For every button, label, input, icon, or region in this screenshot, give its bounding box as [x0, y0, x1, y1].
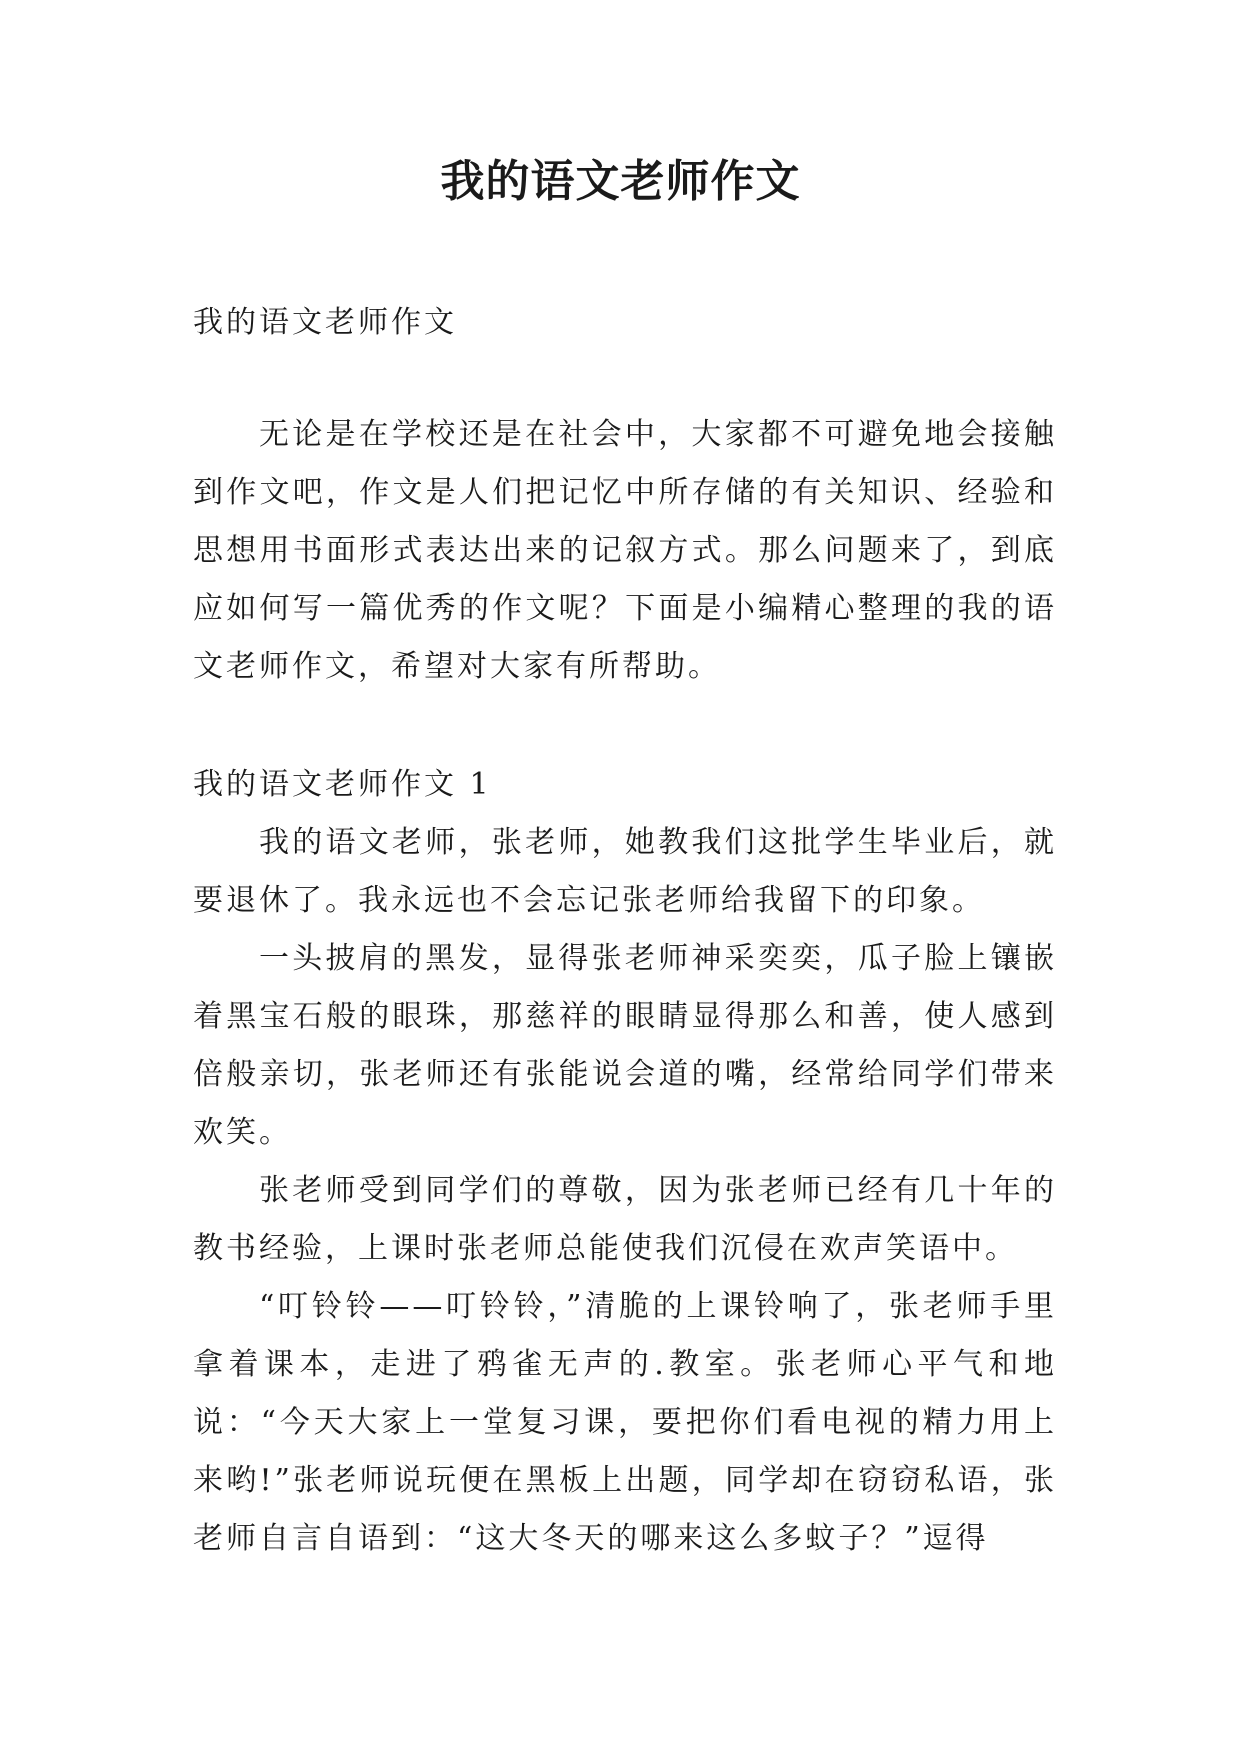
- section-heading: 我的语文老师作文 1: [193, 767, 492, 802]
- document-subtitle: 我的语文老师作文: [193, 305, 457, 340]
- essay-section: [193, 756, 1057, 1568]
- intro-paragraph: 无论是在学校还是在社会中，大家都不可避免地会接触到作文吧，作文是人们把记忆中所存储的有关知识、经验和思想用书面形式表达出来的记叙方式。那么问题来了，到底应如何写一篇优秀的作文呢？下面是小编精心整理的我的语文老师作文，希望对大家有所帮助。: [193, 417, 1057, 684]
- essay-paragraph: 一头披肩的黑发，显得张老师神采奕奕，瓜子脸上镶嵌着黑宝石般的眼珠，那慈祥的眼睛显得那么和善，使人感到倍般亲切，张老师还有张能说会道的嘴，经常给同学们带来欢笑。: [193, 941, 1057, 1150]
- essay-paragraph: 我的语文老师，张老师，她教我们这批学生毕业后，就要退休了。我永远也不会忘记张老师给我留下的印象。: [193, 825, 1057, 918]
- essay-paragraph: 张老师受到同学们的尊敬，因为张老师已经有几十年的教书经验，上课时张老师总能使我们沉侵在欢声笑语中。: [193, 1173, 1057, 1266]
- intro-block: [193, 406, 1057, 696]
- document-title: 我的语文老师作文: [440, 156, 801, 207]
- essay-paragraph: “叮铃铃——叮铃铃，”清脆的上课铃响了，张老师手里拿着课本，走进了鸦雀无声的.教室。张老师心平气和地说：“今天大家上一堂复习课，要把你们看电视的精力用上来哟!”张老师说玩便在黑板上出题，同学却在窃窃私语，张老师自言自语到：“这大冬天的哪来这么多蚊子？”逗得: [193, 1289, 1057, 1556]
